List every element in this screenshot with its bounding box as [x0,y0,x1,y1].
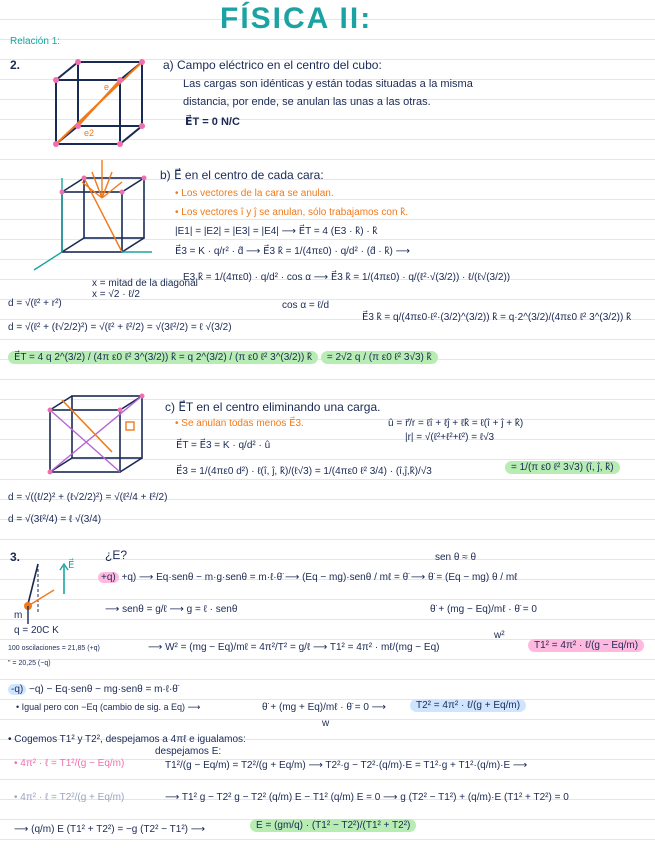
part-b-fig-note: x = mitad de la diagonal [92,278,198,289]
relacion-label: Relación 1: [10,36,61,47]
problem-3-osc2: " = 20,25 (−q) [8,660,51,667]
fig-a-label-e2: e2 [84,128,95,138]
problem-3-ode2: θ̈ + (mg + Eq)/mℓ · θ̈ = 0 ⟶ [262,702,386,713]
part-c-eq2: E⃗3 = 1/(4πε0 d²) · ℓ(î, ĵ, k̂)/(ℓ√3) = 1/(4πε0 ℓ² 3/4) · (î,ĵ,k̂)/√3 [176,466,432,477]
part-a-heading: a) Campo eléctrico en el centro del cubo: [163,58,382,72]
part-c-result-box: = 1/(π ε0 ℓ² 3√3) (î, ĵ, k̂) [505,461,620,474]
part-b-eq3: E3 k̂ = 1/(4πε0) · q/d² · cos α ⟶ E⃗3 k̂ = 1/(4πε0) · q/(ℓ²·√(3/2)) · ℓ/(ℓ√(3/2)) [183,272,511,283]
cube-figure-b [22,158,162,278]
part-c-eq1: E⃗T = E⃗3 = K · q/d² · û [176,440,271,451]
problem-3-osc1: 100 oscilaciones = 21,85 (+q) [8,645,100,652]
problem-3-number: 3. [10,550,21,564]
part-c-u: û = r⃗/r = ℓî + ℓĵ + ℓk̂ = ℓ(î + ĵ + k̂) [388,418,524,429]
part-b-result-box: = 2√2 q / (π ε0 ℓ² 3√3) k̂ [321,351,438,364]
part-a-line1: Las cargas son idénticas y están todas situadas a la misma [183,78,473,90]
problem-3-pink1: • 4π² · ℓ = T1²/(g − Eq/m) [14,758,125,769]
part-b-d2: d = √(ℓ² + (ℓ√2/2)²) = √(ℓ² + ℓ²/2) = √(3ℓ²/2) = ℓ √(3/2) [8,322,232,333]
problem-3-sen: ⟶ senθ = g/ℓ ⟶ g = ℓ · senθ [105,604,238,615]
pendulum-m-label: m [14,610,23,621]
minusq-eq: −q) − Eq·senθ − mg·senθ = m·ℓ·θ̈ [29,684,178,695]
part-b-note2: • Los vectores î y ĵ se anulan, sólo trabajamos con k̂. [175,207,409,218]
problem-3-grey1: • 4π² · ℓ = T2²/(g + Eq/m) [14,792,125,803]
problem-3-T1 [528,640,644,651]
problem-3-w2: ⟶ W² = (mg − Eq)/mℓ = 4π²/T² = g/ℓ ⟶ T1² = 4π² · mℓ/(mg − Eq) [148,642,440,653]
problem-2-number: 2. [10,58,21,72]
problem-3-despejamos: despejamos E: [155,746,222,757]
problem-3-final [250,820,416,831]
problem-3-eqA: T1²/(g − Eq/m) = T2²/(g + Eq/m) ⟶ T2²·g − T2²·(q/m)·E = T1²·g + T1²·(q/m)·E ⟶ [165,760,528,771]
T1-result: T1² = 4π² · ℓ/(g − Eq/m) [528,639,644,652]
part-c-note: • Se anulan todas menos E⃗3. [175,418,304,429]
problem-3-plusq: +q) +q) ⟶ Eq·senθ − m·g·senθ = m·ℓ·θ̈ ⟶ (Eq − mg)·senθ / mℓ = θ̈ ⟶ θ̈ = (Eq − mg) θ / mℓ [98,572,517,583]
part-b-result-left: E⃗T = 4 q 2^(3/2) / (4π ε0 ℓ² 3^(3/2)) k̂ = q 2^(3/2) / (π ε0 ℓ² 3^(3/2)) k̂ [8,351,318,364]
problem-3-eqC: ⟶ (q/m) E (T1² + T2²) = −g (T2² − T1²) ⟶ [14,824,206,835]
problem-3-sen-approx: sen θ ≈ θ [435,552,477,563]
part-c-d2: d = √(3ℓ²/4) = ℓ √(3/4) [8,514,102,525]
problem-3-question: ¿E? [105,548,128,562]
part-b-eq5: E⃗3 k̂ = q/(4πε0·ℓ²·(3/2)^(3/2)) k̂ = q·2^(3/2)/(4πε0 ℓ² 3^(3/2)) k̂ [362,312,632,323]
part-b-eq4: cos α = ℓ/d [282,300,330,311]
final-result: E = (gm/q) · (T1² − T2²)/(T1² + T2²) [250,819,416,832]
part-b-d1: d = √(ℓ² + r²) [8,298,62,309]
part-b-eq2: E⃗3 = K · q/r² · d̂ ⟶ E⃗3 k̂ = 1/(4πε0) · q/d² · (d̂ · k̂) ⟶ [175,246,410,257]
plusq-eq: +q) ⟶ Eq·senθ − m·g·senθ = m·ℓ·θ̈ ⟶ (Eq − mg)·senθ / mℓ = θ̈ ⟶ θ̈ = (Eq − mg) θ / mℓ [121,572,518,583]
part-b-eq1: |E1| = |E2| = |E3| = |E4| ⟶ E⃗T = 4 (E3 · k̂) · k̂ [175,226,378,237]
part-a-result: E⃗T = 0 N/C [185,116,240,128]
problem-3-w-lbl: w [322,718,330,729]
cube-figure-c [42,392,162,482]
part-c-umod: |r| = √(ℓ²+ℓ²+ℓ²) = ℓ√3 [405,432,495,443]
part-b-result [8,352,438,363]
pendulum-qval-label: q = 20C K [14,625,59,636]
problem-3-take: • Cogemos T1² y T2², despejamos a 4πℓ e igualamos: [8,734,246,745]
part-b-fig-x: x = √2 · ℓ/2 [92,289,140,300]
part-a-line2: distancia, por ende, se anulan las unas a las otras. [183,96,431,108]
part-b-heading: b) E⃗ en el centro de cada cara: [160,168,324,182]
problem-3-T2 [410,700,526,711]
problem-3-ode: θ̈ + (mg − Eq)/mℓ · θ̈ = 0 [430,604,537,615]
fig-a-label-e: e [104,82,110,92]
problem-3-minusq-note: • Igual pero con −Eq (cambio de sig. a Eq) ⟶ [16,702,201,712]
pendulum-E-label: E⃗ [68,560,75,571]
part-c-result [505,462,620,473]
cube-figure-a [50,58,150,150]
T2-result: T2² = 4π² · ℓ/(g + Eq/m) [410,699,526,712]
problem-3-omega-lbl: w² [494,630,505,641]
problem-3-eqB: ⟶ T1² g − T2² g − T2² (q/m) E − T1² (q/m) E = 0 ⟶ g (T2² − T1²) + (q/m)·E (T1² + T2²) = 0 [165,792,569,803]
part-b-note1: • Los vectores de la cara se anulan. [175,188,334,199]
part-c-d1: d = √((ℓ/2)² + (ℓ√2/2)²) = √(ℓ²/4 + ℓ²/2) [8,492,168,503]
problem-3-minusq: -q) −q) − Eq·senθ − mg·senθ = m·ℓ·θ̈ [8,684,178,695]
page-title: FÍSICA II: [220,2,373,35]
part-c-heading: c) E⃗T en el centro eliminando una carga. [165,400,381,414]
